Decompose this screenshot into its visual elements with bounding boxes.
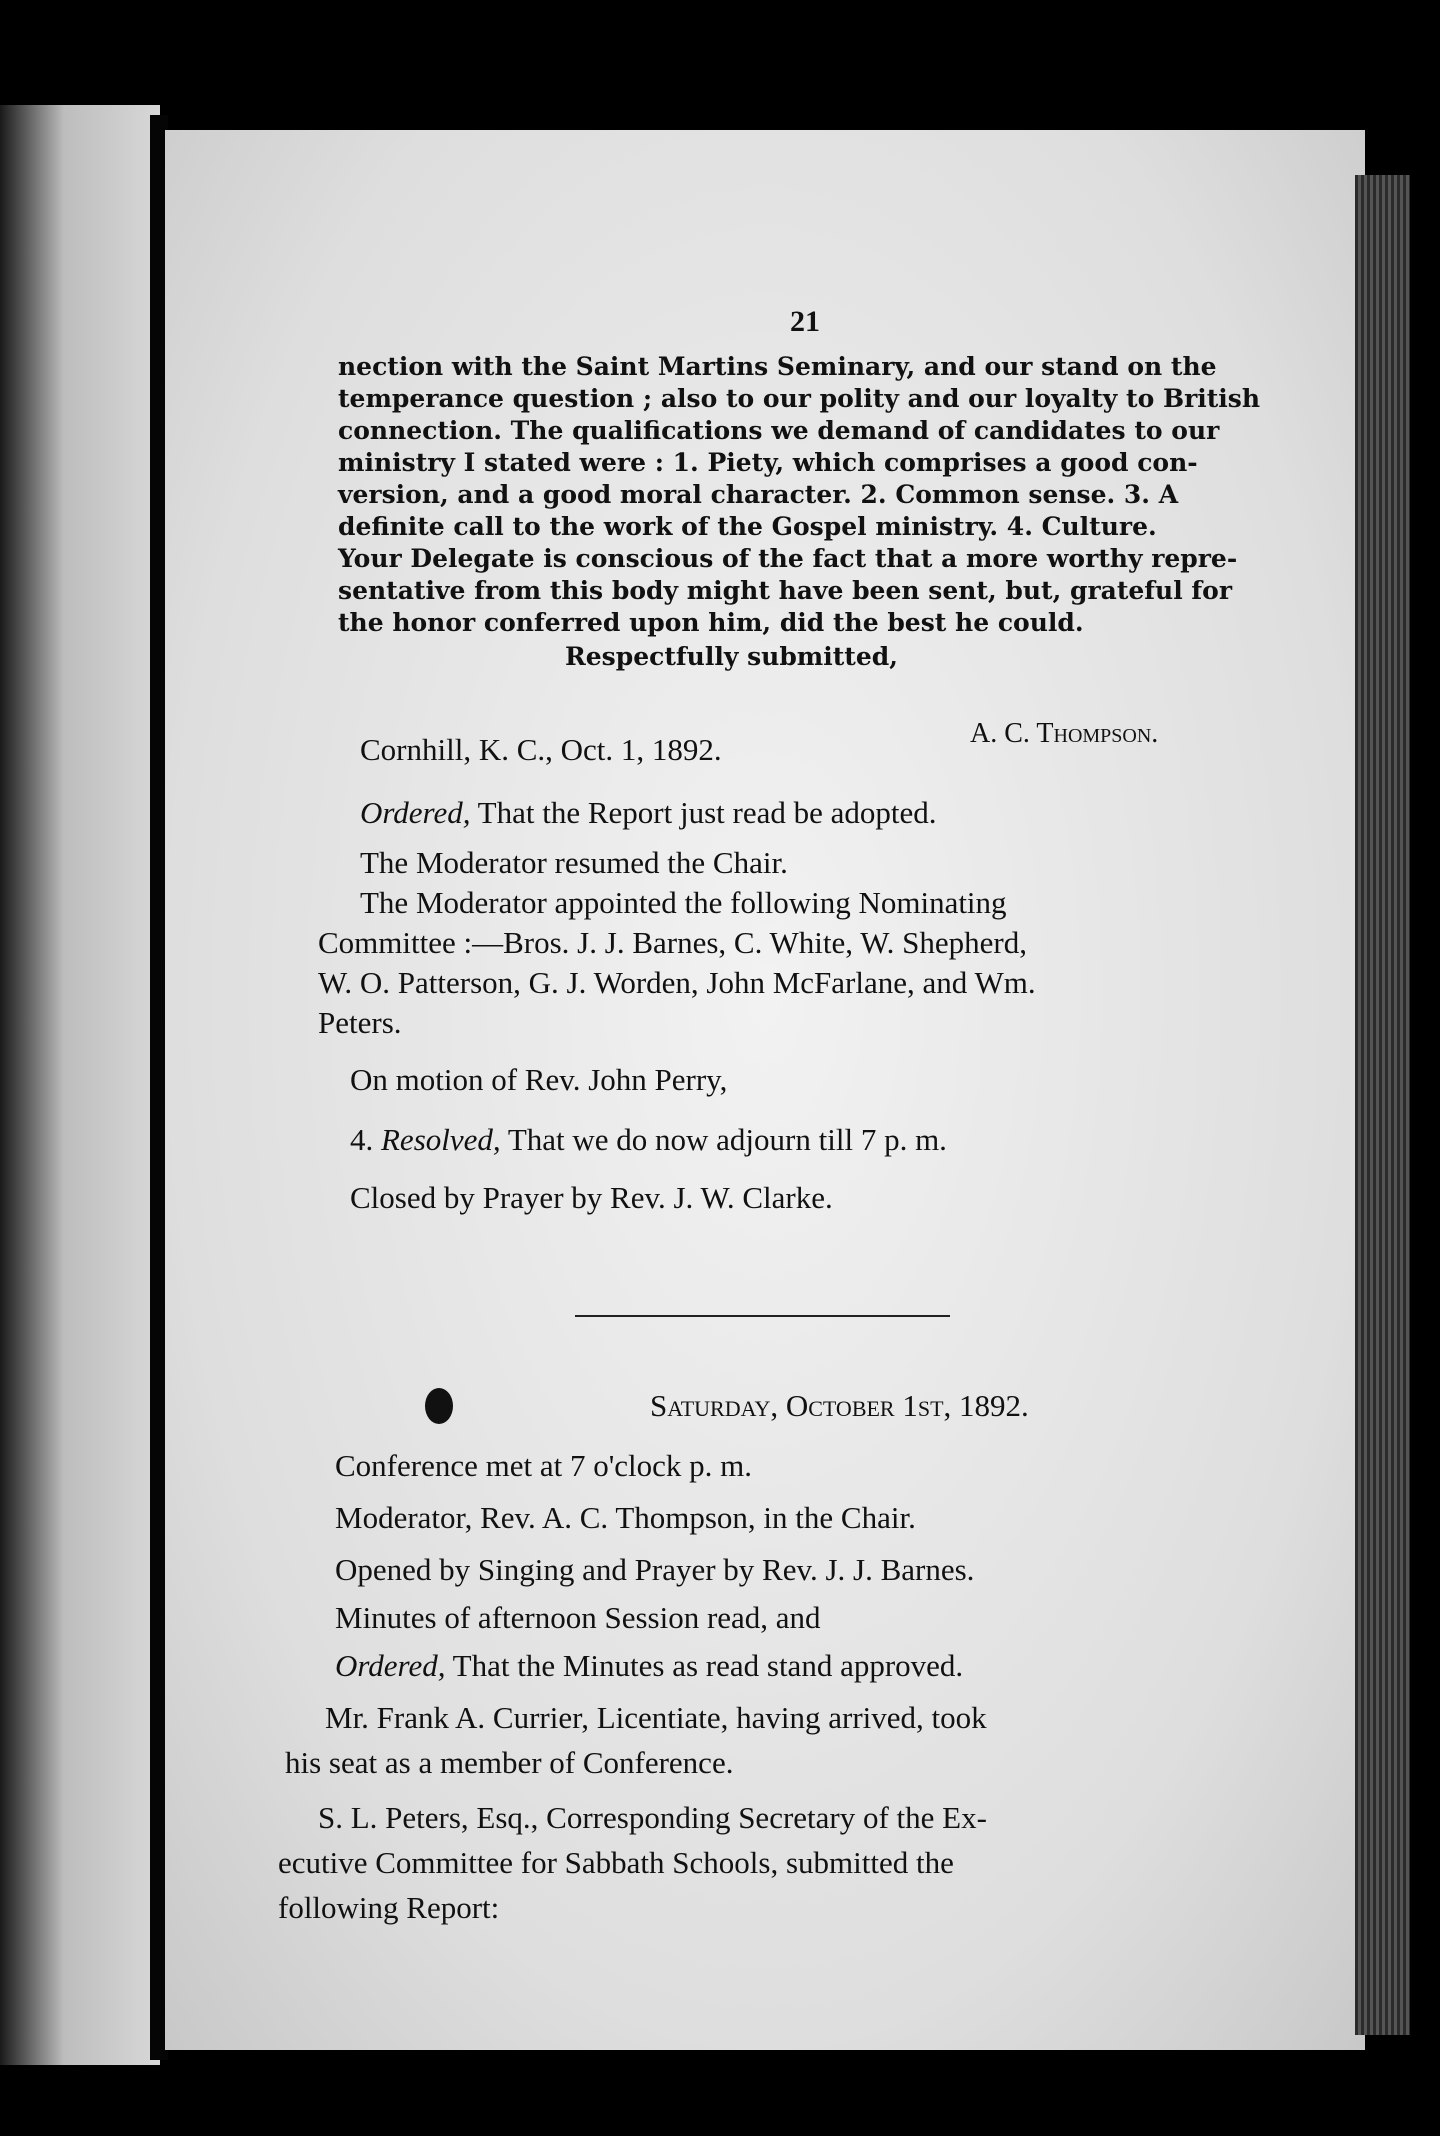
nominating-line: W. O. Patterson, G. J. Worden, John McFarlane, and Wm. [318,965,1036,1000]
report-line: temperance question ; also to our polity and our loyalty to British [338,384,1261,413]
nominating-line: Peters. [318,1005,402,1040]
report-line: ministry I stated were : 1. Piety, which comprises a good con- [338,448,1198,477]
resolved: 4. Resolved, That we do now adjourn till 7 p. m. [350,1122,947,1157]
motion: On motion of Rev. John Perry, [350,1062,728,1097]
nominating-line: Committee :—Bros. J. J. Barnes, C. White, W. Shepherd, [318,925,1027,960]
closing: Respectfully submitted, [565,642,898,671]
report-line: connection. The qualifications we demand of candidates to our [338,416,1220,445]
report-line: version, and a good moral character. 2. Common sense. 3. A [338,480,1179,509]
currier-line: Mr. Frank A. Currier, Licentiate, having arrived, took [325,1700,987,1735]
report-line: nection with the Saint Martins Seminary, and our stand on the [338,352,1217,381]
closed-prayer: Closed by Prayer by Rev. J. W. Clarke. [350,1180,833,1215]
minutes-read: Minutes of afternoon Session read, and [335,1600,821,1635]
page-stack-edge [1355,175,1410,2035]
report-line: definite call to the work of the Gospel ministry. 4. Culture. [338,512,1157,541]
peters-line: ecutive Committee for Sabbath Schools, submitted the [278,1845,954,1880]
report-line: the honor conferred upon him, did the best he could. [338,608,1084,637]
report-line: sentative from this body might have been sent, but, grateful for [338,576,1233,605]
moderator-resumed: The Moderator resumed the Chair. [360,845,788,880]
section-divider [575,1315,950,1317]
opened-prayer: Opened by Singing and Prayer by Rev. J. J. Barnes. [335,1552,975,1587]
peters-line: S. L. Peters, Esq., Corresponding Secretary of the Ex- [318,1800,987,1835]
ink-blot [425,1388,453,1424]
ordered-approved: Ordered, That the Minutes as read stand approved. [335,1648,964,1683]
previous-page-edge [0,105,160,2065]
page-number: 21 [790,305,820,338]
conference-met: Conference met at 7 o'clock p. m. [335,1448,753,1483]
ordered-adopted: Ordered, That the Report just read be adopted. [360,795,937,830]
report-line: Your Delegate is conscious of the fact that a more worthy repre- [338,544,1238,573]
peters-line: following Report: [278,1890,500,1925]
currier-line: his seat as a member of Conference. [285,1745,734,1780]
place-date: Cornhill, K. C., Oct. 1, 1892. [360,732,722,767]
signature: A. C. Thompson. [970,718,1159,749]
session-heading: Saturday, October 1st, 1892. [650,1388,1029,1423]
nominating-line: The Moderator appointed the following Nominating [360,885,1007,920]
moderator-chair: Moderator, Rev. A. C. Thompson, in the Chair. [335,1500,916,1535]
